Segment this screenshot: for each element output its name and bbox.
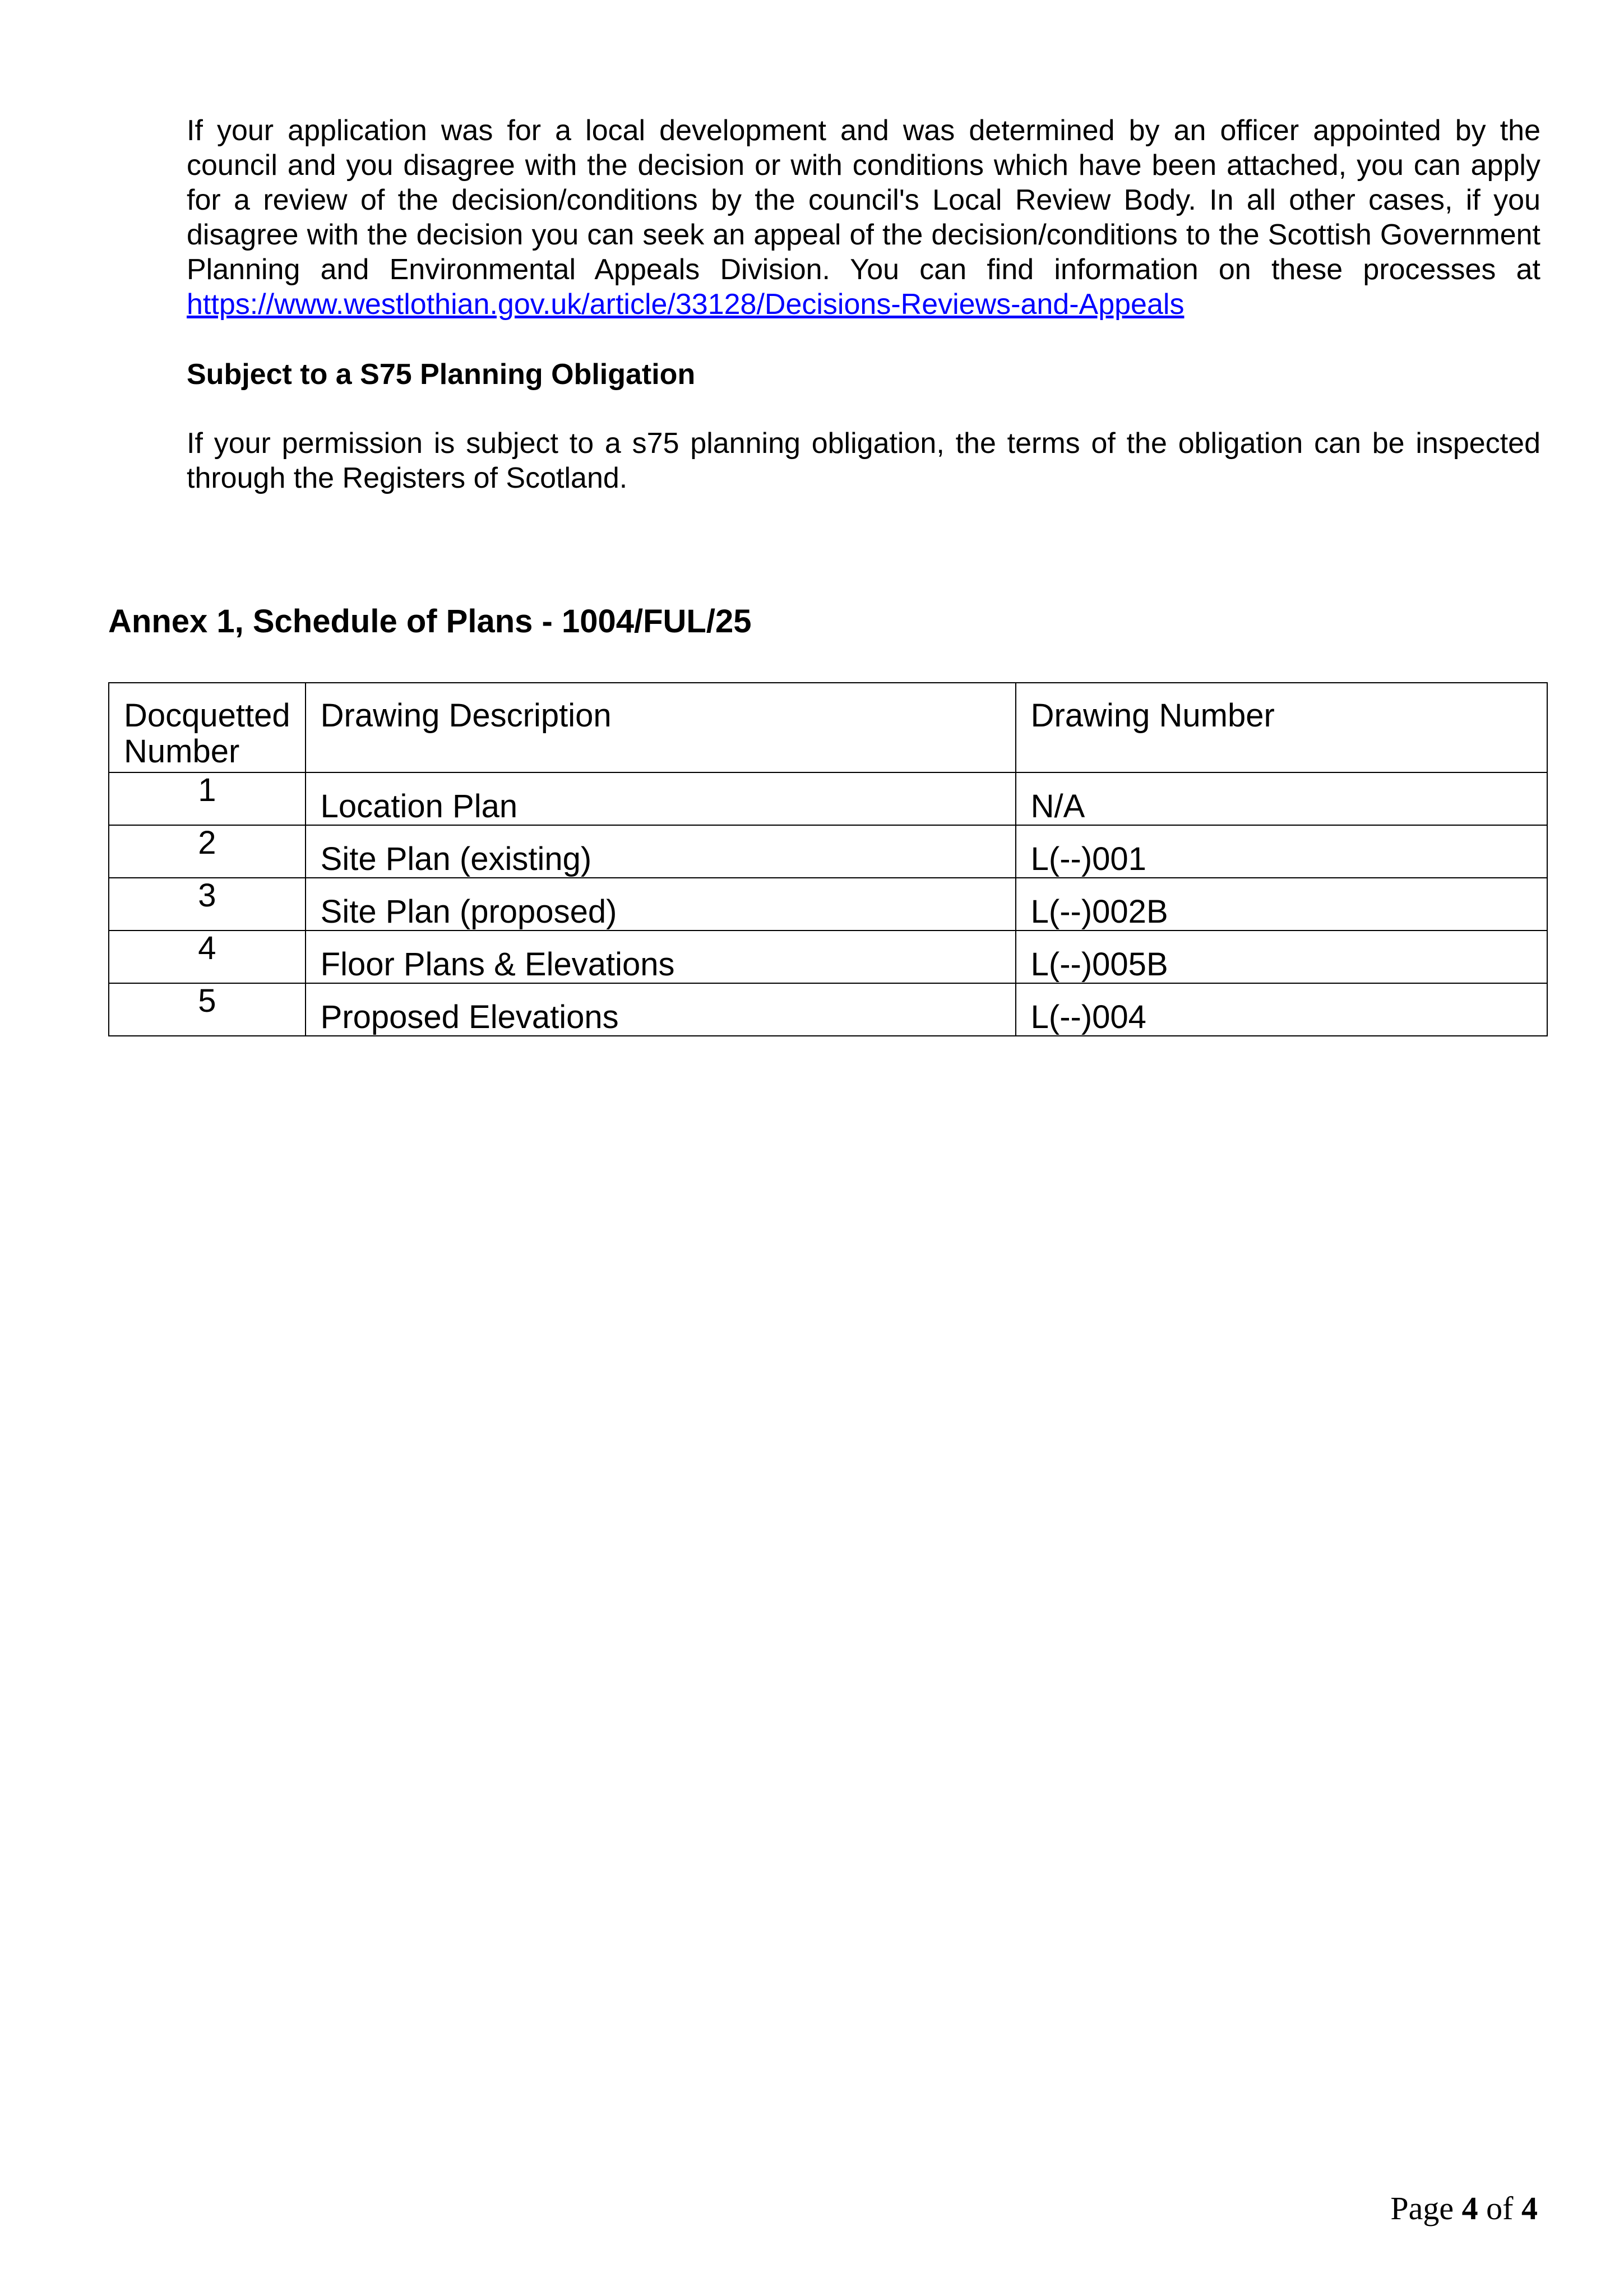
header-drawing-number: Drawing Number [1016, 683, 1547, 772]
annex-title: Annex 1, Schedule of Plans - 1004/FUL/25 [108, 603, 752, 640]
intro-text: If your application was for a local development and was determined by an officer appointed by the council and you disagree with the decision or with conditions which have been attached, you can apply for a review of the decision/conditions by the council's Local Review Body. In all other cases, if you disagree with the decision you can seek an appeal of the decision/conditions to the Scottish Government Planning and Environmental Appeals Division. You can find information on these processes at [187, 114, 1540, 286]
table-row [109, 772, 1547, 825]
drawing-description-cell: Site Plan (proposed) [306, 878, 1016, 931]
docquetted-number-cell: 1 [109, 772, 306, 825]
page-number [1390, 2189, 1538, 2228]
drawing-number-cell: L(--)004 [1016, 983, 1547, 1036]
docquetted-number-cell: 5 [109, 983, 306, 1036]
decisions-reviews-appeals-link[interactable]: https://www.westlothian.gov.uk/article/33128/Decisions-Reviews-and-Appeals [187, 288, 1185, 321]
of-label: of [1486, 2190, 1514, 2226]
s75-paragraph: If your permission is subject to a s75 planning obligation, the terms of the obligation can be inspected through the Registers of Scotland. [187, 427, 1540, 494]
docquetted-number-cell: 4 [109, 931, 306, 983]
docquetted-number-cell: 2 [109, 825, 306, 878]
table-row [109, 825, 1547, 878]
current-page: 4 [1461, 2190, 1478, 2226]
drawing-description-cell: Proposed Elevations [306, 983, 1016, 1036]
table-header-row [109, 683, 1547, 772]
drawing-number-cell: N/A [1016, 772, 1547, 825]
drawing-description-cell: Site Plan (existing) [306, 825, 1016, 878]
header-drawing-description: Drawing Description [306, 683, 1016, 772]
drawing-description-cell: Location Plan [306, 772, 1016, 825]
intro-paragraph [187, 113, 1540, 322]
drawing-number-cell: L(--)001 [1016, 825, 1547, 878]
schedule-of-plans-table [108, 682, 1548, 1036]
table-row [109, 983, 1547, 1036]
drawing-number-cell: L(--)002B [1016, 878, 1547, 931]
header-docquetted-number: Docquetted Number [109, 683, 306, 772]
table-row [109, 931, 1547, 983]
table-row [109, 878, 1547, 931]
drawing-description-cell: Floor Plans & Elevations [306, 931, 1016, 983]
total-pages: 4 [1521, 2190, 1538, 2226]
docquetted-number-cell: 3 [109, 878, 306, 931]
drawing-number-cell: L(--)005B [1016, 931, 1547, 983]
s75-heading: Subject to a S75 Planning Obligation [187, 358, 696, 391]
page-label: Page [1390, 2190, 1454, 2226]
